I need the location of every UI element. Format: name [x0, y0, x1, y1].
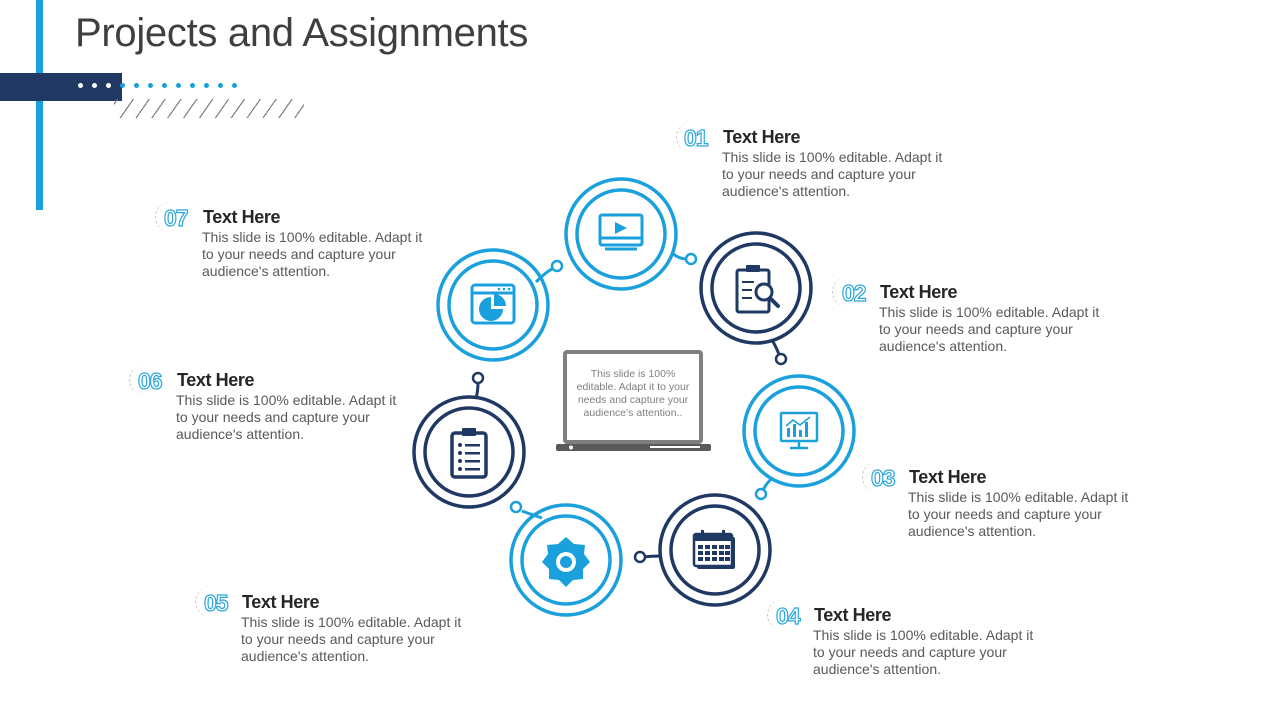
- calendar-icon: [635, 495, 770, 605]
- step-number: 06: [138, 368, 162, 394]
- step-heading: Text Here: [242, 592, 320, 612]
- step-number: 04: [776, 603, 800, 629]
- clipboard-search-icon: [701, 233, 811, 364]
- video-player-icon: [566, 179, 696, 289]
- step-description: This slide is 100% editable. Adapt it to your needs and capture your audience's attention.: [722, 149, 943, 199]
- step-description: This slide is 100% editable. Adapt it to your needs and capture your audience's attention.: [879, 304, 1100, 354]
- pie-chart-window-icon: [438, 250, 562, 360]
- step-number: 01: [684, 125, 708, 151]
- step-description: This slide is 100% editable. Adapt it to your needs and capture your audience's attention.: [176, 392, 397, 442]
- step-heading: Text Here: [203, 207, 281, 227]
- clipboard-list-icon: [414, 373, 524, 507]
- step-description: This slide is 100% editable. Adapt it to your needs and capture your audience's attention.: [813, 627, 1034, 677]
- step-description: This slide is 100% editable. Adapt it to your needs and capture your audience's attention.: [241, 614, 462, 664]
- center-laptop-text: This slide is 100% editable. Adapt it to your needs and capture your audience's attention..: [576, 368, 690, 419]
- step-description: This slide is 100% editable. Adapt it to your needs and capture your audience's attention.: [202, 229, 423, 279]
- step-number: 05: [204, 590, 228, 616]
- step-heading: Text Here: [909, 467, 987, 487]
- step-number: 07: [164, 205, 188, 231]
- step-heading: Text Here: [814, 605, 892, 625]
- step-description: This slide is 100% editable. Adapt it to your needs and capture your audience's attention.: [908, 489, 1129, 539]
- monitor-chart-icon: [744, 376, 854, 499]
- page-title: Projects and Assignments: [75, 11, 529, 55]
- step-heading: Text Here: [177, 370, 255, 390]
- step-heading: Text Here: [880, 282, 958, 302]
- step-heading: Text Here: [723, 127, 801, 147]
- step-number: 03: [871, 465, 895, 491]
- gear-icon: [511, 502, 621, 615]
- step-number: 02: [842, 280, 866, 306]
